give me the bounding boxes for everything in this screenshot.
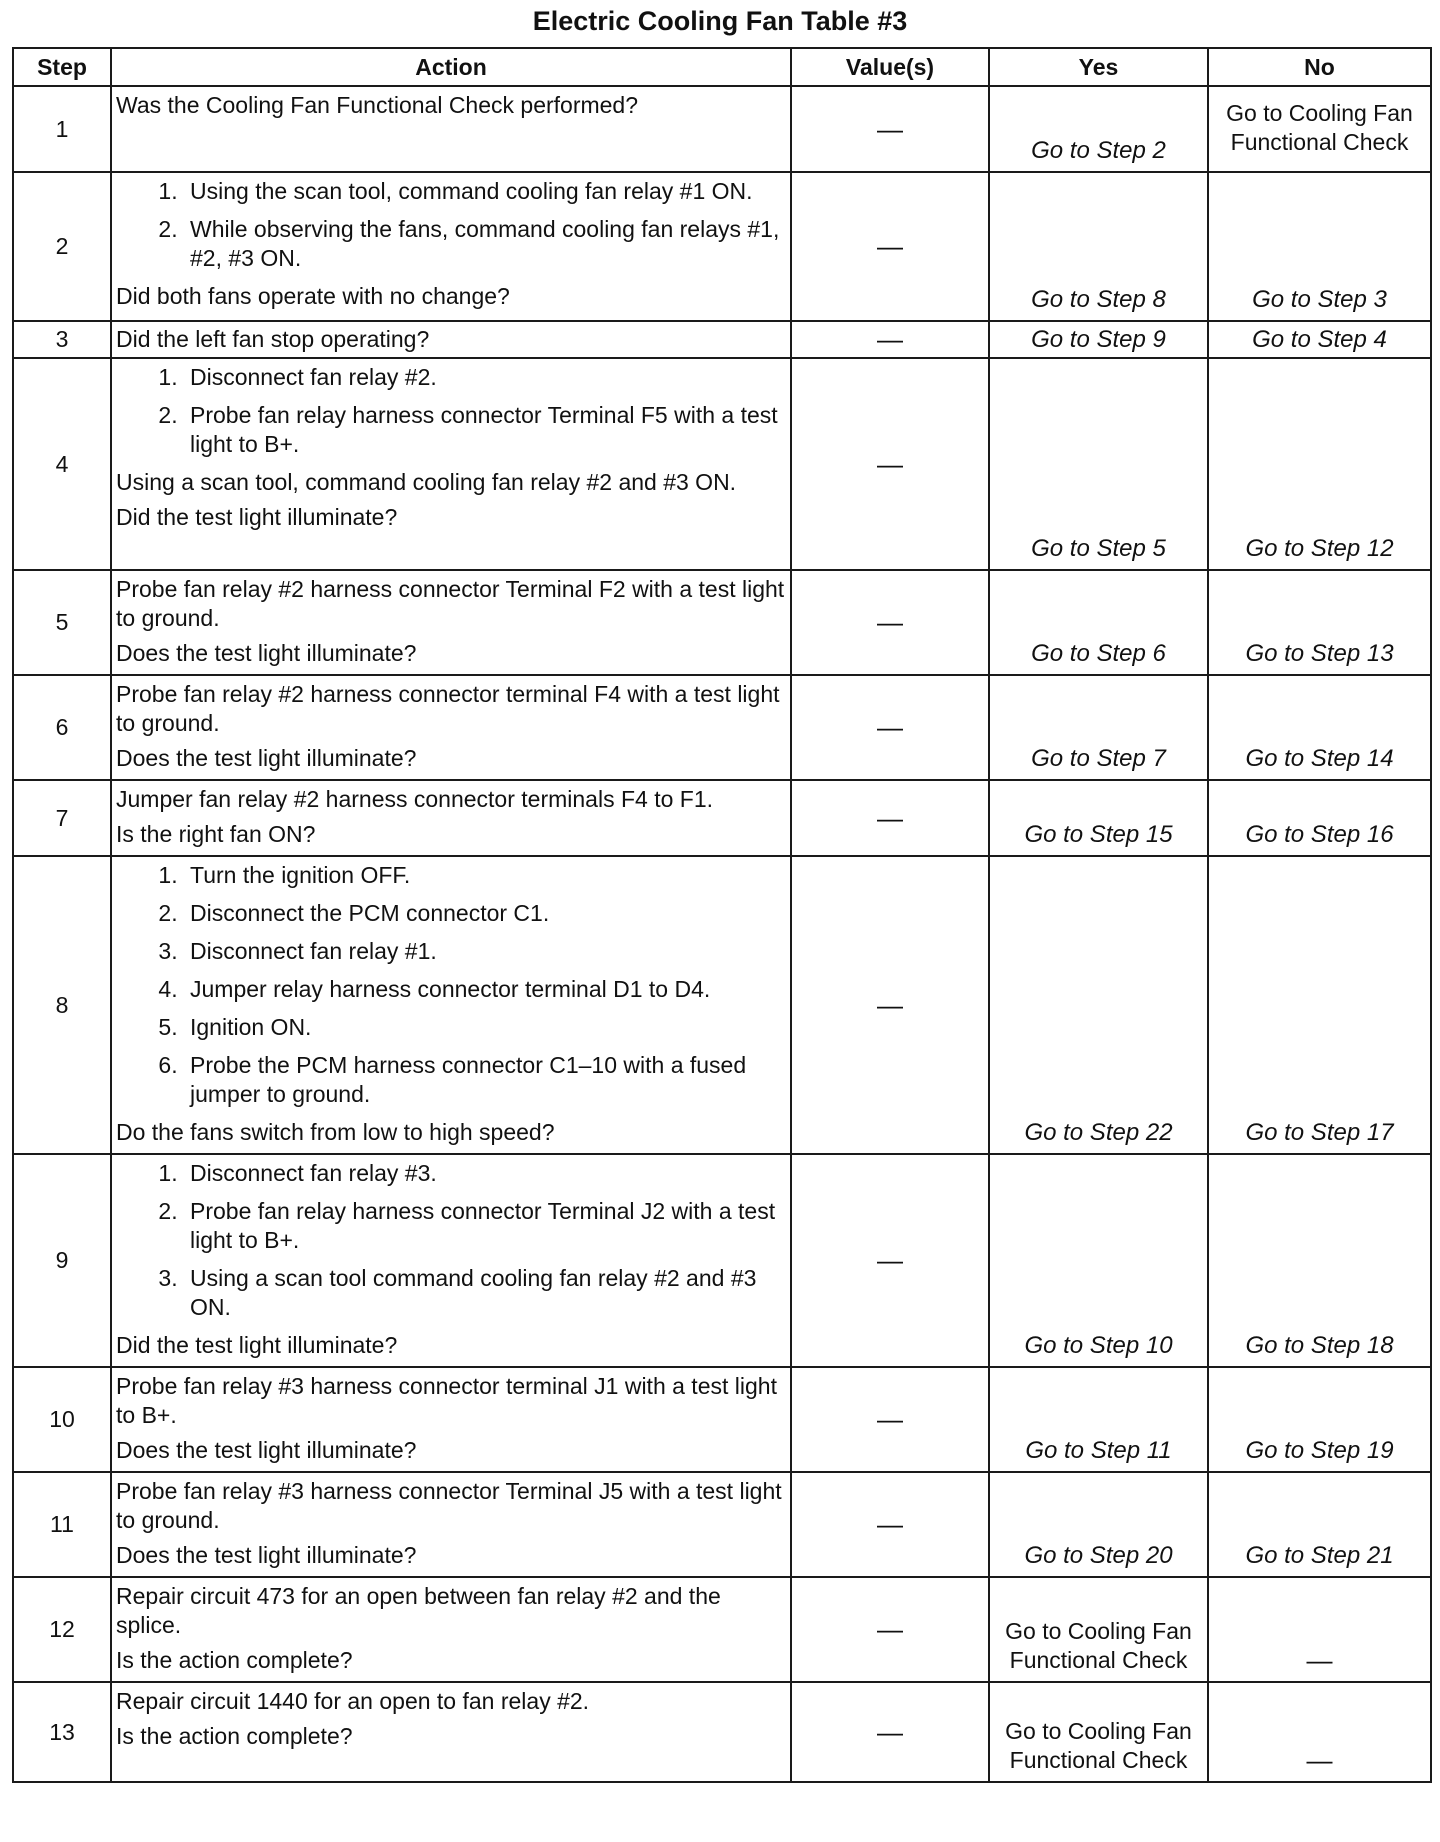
action-cell	[111, 321, 791, 358]
action-steps	[116, 363, 786, 459]
action-cell	[111, 675, 791, 780]
yes-cell: Go to Step 11	[989, 1367, 1208, 1472]
no-cell: Go to Step 21	[1208, 1472, 1431, 1577]
yes-cell: Go to Step 6	[989, 570, 1208, 675]
value-cell: —	[791, 1577, 989, 1682]
action-description: Probe fan relay #2 harness connector Terminal F2 with a test light to ground.	[116, 576, 785, 631]
action-question: Does the test light illuminate?	[116, 745, 417, 771]
value-cell: —	[791, 358, 989, 570]
table-row	[13, 1367, 1431, 1472]
no-cell: Go to Step 17	[1208, 856, 1431, 1154]
action-question: Did the test light illuminate?	[116, 1332, 398, 1358]
table-header-row	[13, 48, 1431, 86]
action-description: Probe fan relay #2 harness connector terminal F4 with a test light to ground.	[116, 681, 780, 736]
table-row	[13, 570, 1431, 675]
action-cell	[111, 1577, 791, 1682]
action-step-item: 2. Probe fan relay harness connector Terminal J2 with a test light to B+.	[184, 1197, 786, 1255]
action-description: Repair circuit 1440 for an open to fan relay #2.	[116, 1688, 590, 1714]
value-cell: —	[791, 1367, 989, 1472]
table-row	[13, 358, 1431, 570]
yes-cell: Go to Step 22	[989, 856, 1208, 1154]
value-cell: —	[791, 1154, 989, 1367]
step-number: 1	[13, 86, 111, 172]
action-description: Probe fan relay #3 harness connector Terminal J5 with a test light to ground.	[116, 1478, 782, 1533]
table-row	[13, 172, 1431, 321]
yes-cell: Go to Step 15	[989, 780, 1208, 856]
col-header-no: No	[1208, 48, 1431, 86]
value-cell: —	[791, 675, 989, 780]
action-cell	[111, 570, 791, 675]
step-number: 8	[13, 856, 111, 1154]
value-cell: —	[791, 570, 989, 675]
action-step-item: 2. Disconnect the PCM connector C1.	[184, 899, 786, 928]
action-step-item: 5. Ignition ON.	[184, 1013, 786, 1042]
value-cell: —	[791, 1472, 989, 1577]
action-question: Does the test light illuminate?	[116, 1437, 417, 1463]
action-step-item: 2. While observing the fans, command cooling fan relays #1, #2, #3 ON.	[184, 215, 786, 273]
action-step-item: 1. Disconnect fan relay #2.	[184, 363, 786, 392]
action-question: Do the fans switch from low to high speed?	[116, 1119, 555, 1145]
action-steps	[116, 1159, 786, 1322]
action-cell	[111, 172, 791, 321]
step-number: 12	[13, 1577, 111, 1682]
action-cell	[111, 86, 791, 172]
table-row	[13, 1472, 1431, 1577]
action-question: Is the right fan ON?	[116, 821, 316, 847]
col-header-value: Value(s)	[791, 48, 989, 86]
action-step-item: 3. Disconnect fan relay #1.	[184, 937, 786, 966]
action-cell	[111, 358, 791, 570]
step-number: 13	[13, 1682, 111, 1782]
diagnostic-table	[12, 47, 1432, 1783]
no-cell: —	[1208, 1577, 1431, 1682]
step-number: 3	[13, 321, 111, 358]
step-number: 2	[13, 172, 111, 321]
step-number: 6	[13, 675, 111, 780]
col-header-step: Step	[13, 48, 111, 86]
action-question: Was the Cooling Fan Functional Check performed?	[116, 92, 639, 118]
table-row	[13, 780, 1431, 856]
action-description: Probe fan relay #3 harness connector terminal J1 with a test light to B+.	[116, 1373, 777, 1428]
action-question: Does the test light illuminate?	[116, 1542, 417, 1568]
no-cell: Go to Step 18	[1208, 1154, 1431, 1367]
value-cell: —	[791, 1682, 989, 1782]
action-question: Is the action complete?	[116, 1647, 353, 1673]
action-description: Jumper fan relay #2 harness connector terminals F4 to F1.	[116, 786, 714, 812]
yes-cell: Go to Step 8	[989, 172, 1208, 321]
col-header-action: Action	[111, 48, 791, 86]
action-step-item: 2. Probe fan relay harness connector Terminal F5 with a test light to B+.	[184, 401, 786, 459]
yes-cell: Go to Step 20	[989, 1472, 1208, 1577]
action-step-item: 4. Jumper relay harness connector terminal D1 to D4.	[184, 975, 786, 1004]
no-cell: Go to Step 12	[1208, 358, 1431, 570]
step-number: 4	[13, 358, 111, 570]
yes-cell: Go to Cooling Fan Functional Check	[989, 1577, 1208, 1682]
table-row	[13, 1577, 1431, 1682]
yes-cell: Go to Step 9	[989, 321, 1208, 358]
action-question: Does the test light illuminate?	[116, 640, 417, 666]
action-step-item: 1. Disconnect fan relay #3.	[184, 1159, 786, 1188]
no-cell: Go to Step 14	[1208, 675, 1431, 780]
value-cell: —	[791, 86, 989, 172]
value-cell: —	[791, 856, 989, 1154]
value-cell: —	[791, 321, 989, 358]
value-cell: —	[791, 172, 989, 321]
action-step-item: 3. Using a scan tool command cooling fan relay #2 and #3 ON.	[184, 1264, 786, 1322]
no-cell: Go to Step 16	[1208, 780, 1431, 856]
step-number: 5	[13, 570, 111, 675]
action-step-item: 1. Using the scan tool, command cooling fan relay #1 ON.	[184, 177, 786, 206]
action-cell	[111, 856, 791, 1154]
action-steps	[116, 861, 786, 1109]
col-header-yes: Yes	[989, 48, 1208, 86]
action-question: Is the action complete?	[116, 1723, 353, 1749]
action-note: Using a scan tool, command cooling fan relay #2 and #3 ON.	[116, 469, 737, 495]
no-cell: Go to Step 19	[1208, 1367, 1431, 1472]
action-step-item: 6. Probe the PCM harness connector C1–10 with a fused jumper to ground.	[184, 1051, 786, 1109]
no-cell: Go to Cooling Fan Functional Check	[1208, 86, 1431, 172]
page-title: Electric Cooling Fan Table #3	[532, 6, 908, 36]
action-cell	[111, 1472, 791, 1577]
table-row	[13, 856, 1431, 1154]
action-cell	[111, 1367, 791, 1472]
step-number: 7	[13, 780, 111, 856]
table-row	[13, 86, 1431, 172]
action-question: Did the test light illuminate?	[116, 504, 398, 530]
yes-cell: Go to Step 5	[989, 358, 1208, 570]
action-question: Did both fans operate with no change?	[116, 283, 510, 309]
action-description: Repair circuit 473 for an open between fan relay #2 and the splice.	[116, 1583, 721, 1638]
step-number: 9	[13, 1154, 111, 1367]
yes-cell: Go to Step 7	[989, 675, 1208, 780]
table-row	[13, 1154, 1431, 1367]
no-cell: Go to Step 3	[1208, 172, 1431, 321]
action-steps	[116, 177, 786, 273]
action-question: Did the left fan stop operating?	[116, 326, 430, 352]
step-number: 10	[13, 1367, 111, 1472]
table-row	[13, 675, 1431, 780]
table-row	[13, 321, 1431, 358]
action-cell	[111, 780, 791, 856]
yes-cell: Go to Step 10	[989, 1154, 1208, 1367]
no-cell: Go to Step 4	[1208, 321, 1431, 358]
yes-cell: Go to Step 2	[989, 86, 1208, 172]
action-step-item: 1. Turn the ignition OFF.	[184, 861, 786, 890]
no-cell: —	[1208, 1682, 1431, 1782]
step-number: 11	[13, 1472, 111, 1577]
yes-cell: Go to Cooling Fan Functional Check	[989, 1682, 1208, 1782]
no-cell: Go to Step 13	[1208, 570, 1431, 675]
action-cell	[111, 1682, 791, 1782]
value-cell: —	[791, 780, 989, 856]
action-cell	[111, 1154, 791, 1367]
table-row	[13, 1682, 1431, 1782]
